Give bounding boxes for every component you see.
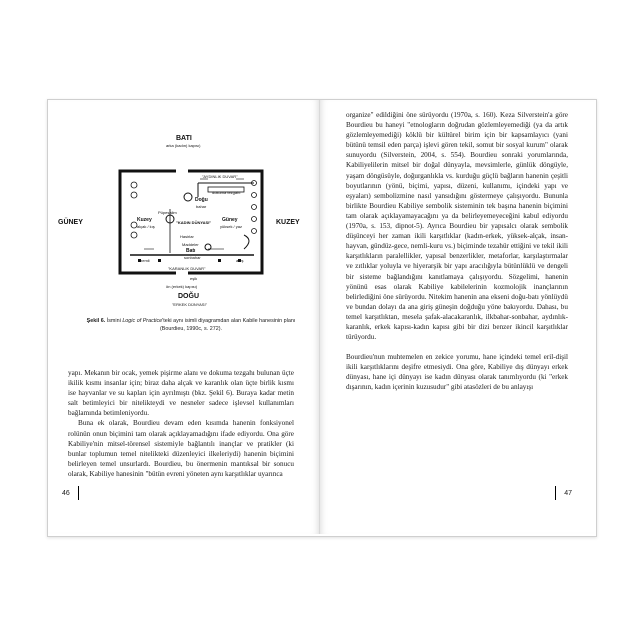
label-bati: BATI xyxy=(176,135,192,142)
label-alcak-kis: alçak / kış xyxy=(137,224,155,229)
label-maddeler: Maddeler xyxy=(182,242,199,247)
label-kadin-dunyasi: "KADIN DÜNYASI" xyxy=(176,220,212,225)
paragraph: Bourdieu'nun muhtemelen en zekice yorumu, hane içindeki temel eril-dişil ikili karşıtlıklarını deşifre etmesiydi. Ona göre, Kabiliye dış dünyayı erkek dünyası, hane içi dünyayı ise kadın dünyası olarak tanımlıyordu (ki "erkek dışarının, kadın içerinin kuzusudur" gibi atasözleri de bu anlayışı xyxy=(346,353,568,392)
label-nemli: nemli xyxy=(140,258,150,263)
label-yuksek-yaz: yüksek / yaz xyxy=(220,224,243,229)
house-plan-figure xyxy=(58,135,310,345)
label-pupe: Püpesalim xyxy=(158,210,177,215)
label-erkek-dunyasi: "ERKEK DÜNYASI" xyxy=(172,302,207,307)
label-guney-room: Güney xyxy=(222,217,238,223)
label-on-kapi: ön (erkek) kapısı) xyxy=(166,284,198,289)
page-number-rule xyxy=(78,486,79,500)
label-aydinlik-duvar: "AYDINLIK DUVAR" xyxy=(202,174,238,179)
caption-text-2: 'teki aynı isimli diyagramdan alan Kabile hanesinin planı (Bourdieu, 1990c, s. 272). xyxy=(159,318,296,332)
label-bahar: bahar xyxy=(196,204,207,209)
label-bati-room: Batı xyxy=(186,248,196,254)
label-guney-direction: GÜNEY xyxy=(58,219,83,226)
open-book xyxy=(48,100,594,534)
label-dogu-room: Doğu xyxy=(195,197,208,203)
label-arka-kapi: arka (kadın) kapısı) xyxy=(166,143,201,148)
figure-caption xyxy=(86,317,296,333)
label-ates: ateş xyxy=(236,258,244,263)
label-kuzey-room: Kuzey xyxy=(137,217,152,223)
left-page xyxy=(48,100,320,534)
caption-italic: Logic of Practice xyxy=(122,318,163,324)
paragraph: organize" edildiğini öne sürüyordu (1970a, s. 160). Keza Silverstein'a göre Bourdieu bu haneyi "etnologların doğrudan gözlemleyemediği (ya da artık gözlemleyemediği) köklü bir kültürel birim için bir kapsamlayıcı (yani bütünü temsil eden parça) işlevi gören tekil, somut bir sosyal kurum" olarak sunuyordu (Silverstein, 2004, s. 554). Bourdieu sonraki yorumlarında, Kabiliyelilerin mitsel bir doğal dünyayla, mevsimlerle, günlük döngüyle, yaşam döngüsüyle, doğurganlıkla vs. kurduğu güçlü bağların hanenin çeşitli boyutlarının (yönü, biçimi, yapısı, düzeni, kullanımı, içindeki yapı ve eşyaları) sembolizmine nasıl yansıdığını göstermeye çalışıyordu. Bununla birlikte Bourdieu Kabiliye sembolik sisteminin tek başına hanenin biçimini tam olarak açıklayamayacağını ya da belirleyemeyeceğini kabul ediyordu (1970a, s. 153, dipnot-5). Ayrıca Bourdieu bir yapısalcı olarak sembolik düşünceyi her zaman ikili karşıtlıklar (kadın-erkek, yüksek-alçak, insan-hayvan, gündüz-gece, nemli-kuru vs.) biçiminde tezahür ettiğini ve tekil ikili karşıtlıkların paralellikler, yapısal benzerlikler, metaforlar, karşılaştırmalar ve zıtlıklar yoluyla ve hiyerarşik bir yapı aracılığıyla bütünlüklü ve dengeli bir sisteme bağlandığını kanıtlamaya çalışıyordu. Sözgelimi, hanenin yönünü esas olarak Kabiliye kabilelerinin kozmolojik inançlarının belirlediğini öne sürüyordu. Nitekim hanenin ana ekseni doğu-batı yönlüydü ve bundan dolayı da ana giriş güneşin doğduğu yöne bakıyordu. Dahası, bu temel karşıtlıktan, mesela şafak-alacakaranlık, ilkbahar-sonbahar, aydınlık-karanlık, erkek kapısı-kadın kapısı gibi bir dizi benzer ikincil karşıtlıklar türüyordu. xyxy=(346,111,568,342)
page-number-left: 46 xyxy=(62,490,70,497)
label-sonbahar: sonbahar xyxy=(184,255,201,260)
caption-text-1: İsmini xyxy=(105,318,123,324)
caption-label: Şekil 6. xyxy=(86,318,106,324)
label-dokuma-tezgahi: dokuma tezgahı xyxy=(212,190,241,195)
left-body-text xyxy=(68,368,294,479)
page-number-rule xyxy=(555,486,556,500)
right-page xyxy=(320,100,594,534)
label-dogu-direction: DOĞU xyxy=(178,293,199,300)
label-kuzey-direction: KUZEY xyxy=(276,219,300,226)
page-number-right: 47 xyxy=(564,490,572,497)
label-karanlik-duvar: "KARANLIK DUVAR" xyxy=(168,266,206,271)
paragraph: Buna ek olarak, Bourdieu devam eden kısımda hanenin fonksiyonel rolünün onun biçimini tam olarak açıklayamadığını ifade ediyordu. Ona göre Kabiliye'nin mitsel-törensel sistemiyle bağlantılı inançlar ve pratikler (ki bunlar toplumun temel nitelikteki düzenleyici ilkeleriydi) hanenin biçimini belirleyen temel unsurlardı. Bourdieu, bu önermenin mantıksal bir sonucu olarak, Kabiliye hanesinin "bütün evreni yöneten aynı karşıtlıklar uyarınca xyxy=(68,419,294,478)
right-body-text xyxy=(346,110,568,393)
label-hasirlar: Hasirlar xyxy=(180,234,194,239)
paragraph: yapı. Mekanın bir ocak, yemek pişirme alanı ve dokuma tezgahı bulunan üçte ikilik kısmı insanlar için; biraz daha alçak ve karanlık olan üçte birlik kısmı ise hayvanlar ve su kapları için ayrılmıştı (bkz. Şekil 6). Buraya kadar metin salt betimleyici bir nitelikteydi ve nesneler sadece işlevsel kullanımları bağlamında betimleniyordu. xyxy=(68,369,294,418)
label-esik: eşik xyxy=(190,276,198,281)
